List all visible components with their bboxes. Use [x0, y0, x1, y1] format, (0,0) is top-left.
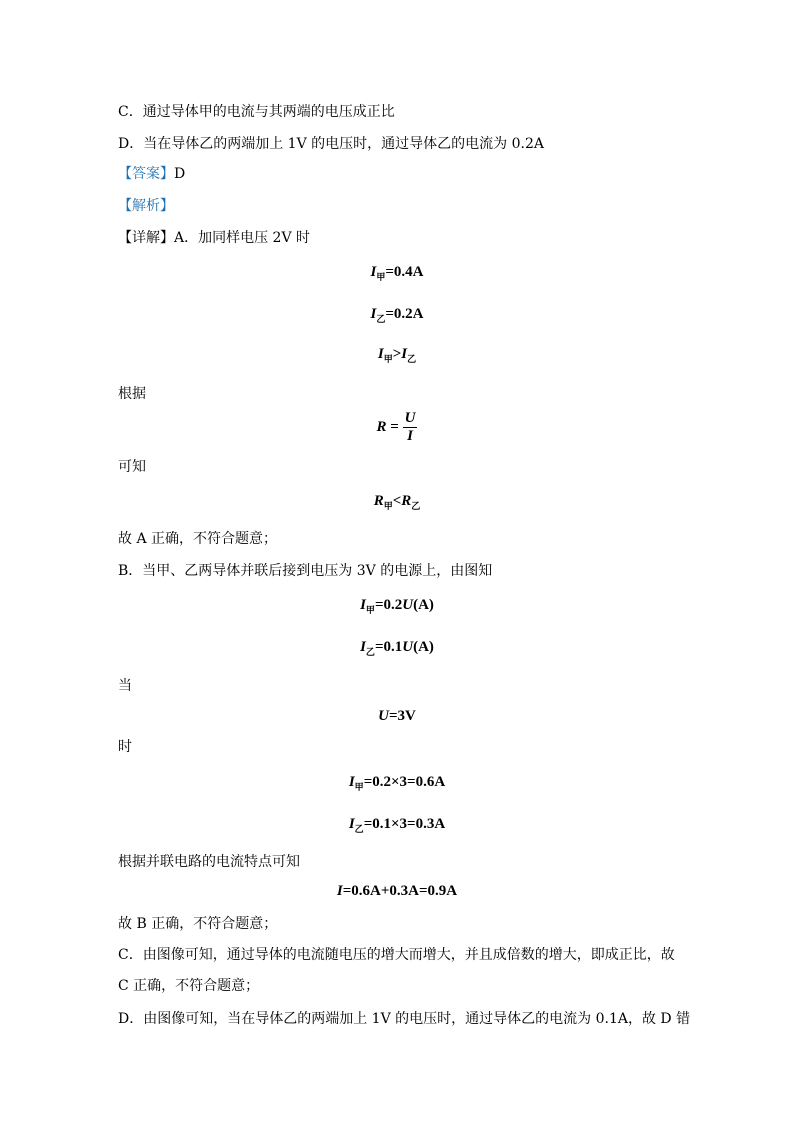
- equation-ohms-law: R = $\frac{U}{I}$: [376, 410, 416, 444]
- option-d: D．当在导体乙的两端加上 1V 的电压时，通过导体乙的电流为 0.2A: [118, 136, 544, 152]
- answer-tag: 【答案】: [118, 166, 174, 182]
- a-conclusion: 故 A 正确，不符合题意；: [118, 531, 278, 547]
- basis-text: 根据: [118, 386, 146, 402]
- c-explanation-2: C 正确，不符合题意；: [118, 978, 260, 994]
- analysis-tag: 【解析】: [118, 198, 174, 214]
- equation-i-yi: $I_乙=0.2A$: [370, 306, 424, 324]
- time-text: 时: [118, 739, 132, 755]
- equation-i-compare: $I_甲>I_乙$: [377, 346, 417, 364]
- detail-text: A．加同样电压 2V 时: [174, 230, 311, 246]
- d-explanation: D．由图像可知，当在导体乙的两端加上 1V 的电压时，通过导体乙的电流为 0.1A，故 D 错: [118, 1011, 691, 1027]
- parallel-text: 根据并联电路的电流特点可知: [118, 854, 300, 870]
- equation-r-compare: $R_甲<R_乙$: [373, 493, 421, 511]
- known-text: 可知: [118, 459, 146, 475]
- equation-i-jia-value: $I_甲=0.2\times 3=0.6A$: [348, 774, 446, 792]
- c-explanation-1: C．由图像可知，通过导体的电流随电压的增大而增大，并且成倍数的增大，即成正比，故: [118, 947, 675, 963]
- option-c: C．通过导体甲的电流与其两端的电压成正比: [118, 104, 395, 120]
- answer-value: D: [174, 166, 186, 182]
- detail-tag: 【详解】: [118, 230, 174, 246]
- equation-i-yi-value: $I_乙=0.1\times 3=0.3A$: [348, 816, 446, 834]
- detail-line: [118, 229, 310, 247]
- b-conclusion: 故 B 正确，不符合题意；: [118, 916, 278, 932]
- b-intro: B．当甲、乙两导体并联后接到电压为 3V 的电源上，由图知: [118, 563, 493, 579]
- answer-line: [118, 165, 185, 183]
- equation-i-jia: $I_甲=0.4A$: [370, 264, 424, 282]
- equation-i-yi-func: $I_乙=0.1U(A)$: [360, 639, 434, 657]
- equation-i-jia-func: $I_甲=0.2U(A)$: [360, 597, 434, 615]
- equation-total: I=0.6A+0.3A=0.9A: [336, 883, 458, 899]
- analysis-line: [118, 197, 174, 215]
- equation-u: U=3V: [378, 708, 416, 724]
- when-text: 当: [118, 678, 132, 694]
